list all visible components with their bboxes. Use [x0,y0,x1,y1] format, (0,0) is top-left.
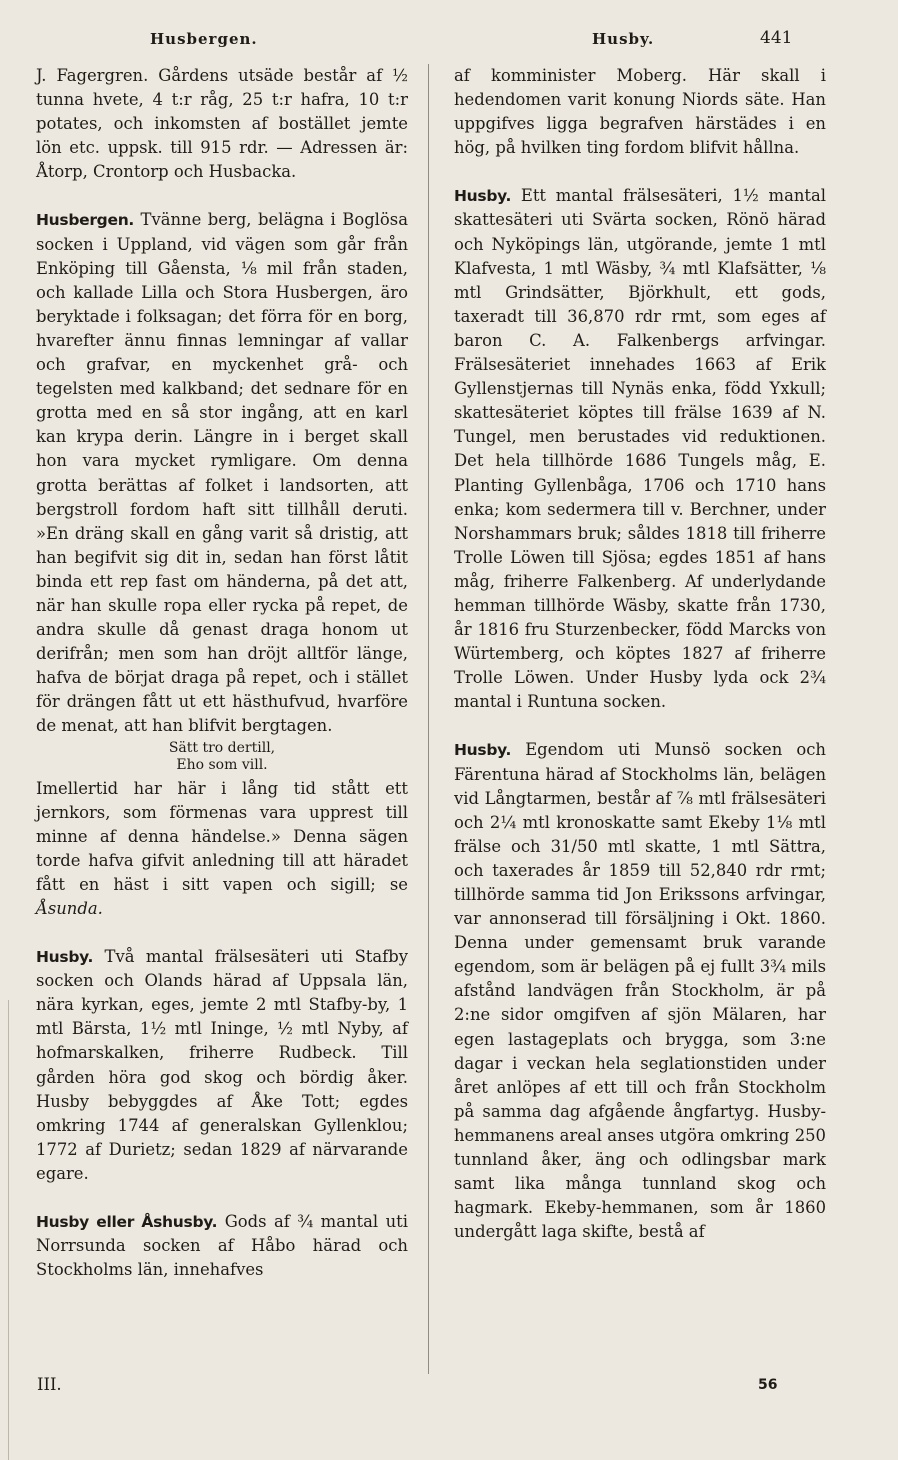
entry-text: Ett mantal frälsesäteri, 1½ mantal skattesäteri uti Svärta socken, Rönö härad och Nyköpings län, utgörande, jemte 1 mtl Klafvesta, 1 mtl Wäsby, ¾ mtl Klafsätter, ⅛ mtl Grindsätter, Björkhult, ett gods, taxeradt till 36,870 rdr rmt, som eges af baron C. A. Falkenbergs arfvingar. Frälsesäteriet innehades 1663 af Erik Gyllenstjernas till Nynäs enka, född Yxkull; skattesäteriet köptes till frälse 1639 af N. Tungel, men berustades vid reduktionen. Det hela tillhörde 1686 Tungels måg, E. Planting Gyllenbåga, 1706 och 1710 hans enka; kom sedermera till v. Berchner, under Norshammars bruk; såldes 1818 till friherre Trolle Löwen till Sjösa; egdes 1851 af hans måg, friherre Falkenberg. Af underlydande hemman tillhörde Wäsby, skatte från 1730, år 1816 fru Sturzenbecker, född Marcks von Würtemberg, och köptes 1827 af friherre Trolle Löwen. Under Husby lyda ock 2¾ mantal i Runtuna socken. [454,186,826,712]
left-column [36,64,408,1282]
verse-line: Sätt tro dertill, [168,739,276,756]
page-number: 441 [760,28,793,48]
entry-husby-stafby [36,945,408,1186]
entry-husby-munso [454,738,826,1244]
verse-line: Eho som vill. [176,756,268,773]
entry-headword: Husby eller Åshusby. [36,1213,218,1232]
entry-husby-ashusby [36,1210,408,1282]
column-divider [428,64,429,1374]
entry-headword: Husby. [36,948,94,967]
entry-headword: Husbergen. [36,211,135,230]
entry-text: Egendom uti Munsö socken och Färentuna härad af Stockholms län, belägen vid Långtarmen, består af ⅞ mtl frälsesäteri och 2¼ mtl kronoskatte samt Ekeby 1⅛ mtl frälse och 31/50 mtl skatte, 1 mtl Sättra, och taxerades år 1859 till 52,840 rdr rmt; tillhörde samma tid Jon Erikssons arfvingar, var annonserad till försäljning i Okt. 1860. Denna under gemensamt bruk varande egendom, som är belägen på ej fullt 3¾ mils afstånd landvägen från Stockholm, är på 2:ne sidor omgifven af sjön Mälaren, har egen lastageplats och brygga, som 3:ne dagar i veckan hela seglationstiden under året anlöpes af ett till och från Stockholm på samma dag afgående ångfartyg. Husby-hemmanens areal anses utgöra omkring 250 tunnland åker, äng och odlingsbar mark samt lika många tunnland skog och hagmark. Ekeby-hemmanen, som år 1860 undergått laga skifte, bestå af [454,740,826,1242]
entry-headword: Husby. [454,741,512,760]
paragraph-continuation: J. Fagergren. Gårdens utsäde består af ½ tunna hvete, 4 t:r råg, 25 t:r hafra, 10 t:r potates, och inkomsten af bostället jemte lön etc. uppsk. till 915 rdr. — Adressen är: Åtorp, Crontorp och Husbacka. [36,66,408,182]
verse-quote [36,740,408,774]
entry-text: Två mantal frälsesäteri uti Stafby socken och Olands härad af Uppsala län, nära kyrkan, eges, jemte 2 mtl Stafby-by, 1 mtl Bärsta, 1½ mtl Ininge, ½ mtl Nyby, af hofmarskalken, friherre Rudbeck. Till gården höra god skog och bördig åker. Husby bebyggdes af Åke Tott; egdes omkring 1744 af generalskan Gyllenklou; 1772 af Durietz; sedan 1829 af närvarande egare. [36,947,408,1183]
entry-husbergen-cont [36,777,408,922]
volume-mark: III. [37,1375,62,1394]
signature-mark: 56 [758,1377,778,1393]
entry-text: Gods af ¾ mantal uti Norrsunda socken af Håbo härad och Stockholms län, innehafves [36,1212,408,1280]
page-edge-line [8,1000,9,1460]
entry-text: Tvänne berg, belägna i Boglösa socken i Uppland, vid vägen som går från Enköping till Gåensta, ⅛ mil från staden, och kallade Lilla och Stora Husbergen, äro beryktade i folksagan; det förra för en borg, hvarefter ännu finnas lemningar af vallar och grafvar, en myckenhet grå- och tegelsten med kalkband; det sednare för en grotta med en så stor ingång, att en karl kan krypa derin. Längre in i berget skall hon vara mycket rymligare. Om denna grotta berättas af folket i landsorten, att bergstroll fordom haft sitt tillhåll deruti. »En dräng skall en gång varit så dristig, att han begifvit sig dit in, sedan han först låtit binda ett rep fast om händerna, på det att, när han skulle ropa eller rycka på repet, de andra skulle då genast draga honom ut derifrån; men som han dröjt alltför länge, hafva de börjat draga på repet, och i stället för drängen fått ut ett hästhufvud, hvarföre de menat, att han blifvit bergtagen. [36,210,408,736]
cross-reference: Åsunda. [36,899,103,918]
entry-text: Imellertid har här i lång tid stått ett jernkors, som förmenas vara upprest till minne af denna händelse.» Denna sägen torde hafva gifvit anledning till att häradet fått en häst i sitt vapen och sigill; se [36,778,408,894]
paragraph-continuation: af komminister Moberg. Här skall i hedendomen varit konung Niords säte. Han uppgifves ligga begrafven härstädes i en hög, på hvilken ting fordom blifvit hållna. [454,66,826,158]
running-head-right: Husby. [592,30,655,48]
right-column [454,64,826,1244]
running-head-left: Husbergen. [150,30,258,48]
entry-husbergen [36,208,408,738]
entry-headword: Husby. [454,187,512,206]
entry-husby-svarta [454,184,826,714]
